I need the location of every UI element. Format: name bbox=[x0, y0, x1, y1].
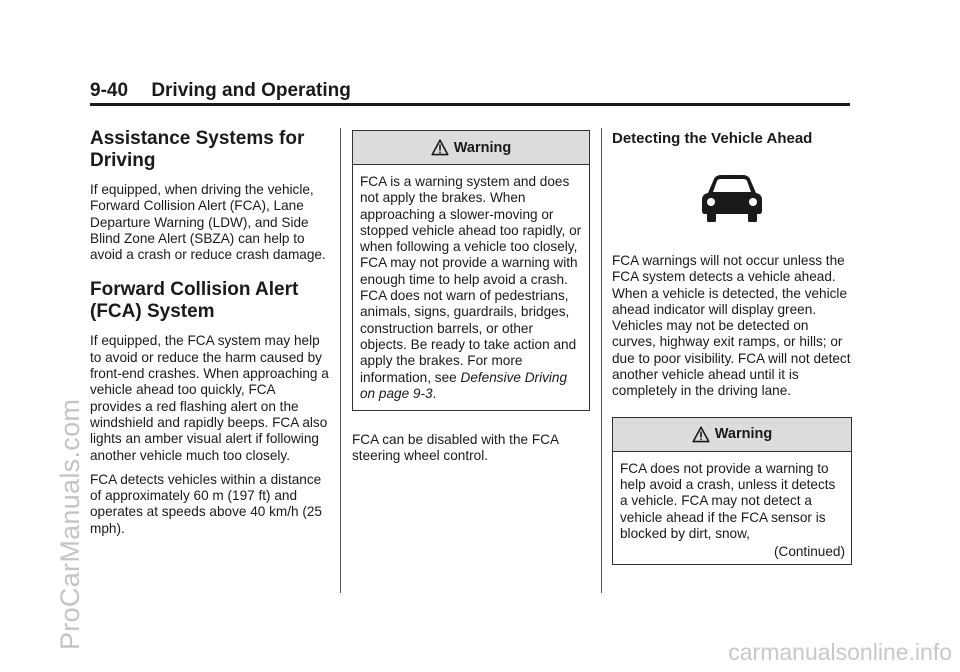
warning-text bbox=[360, 174, 582, 402]
page-header bbox=[90, 80, 351, 102]
warning-body bbox=[353, 165, 589, 410]
paragraph-detecting-vehicle: FCA warnings will not occur unless the FCA system detects a vehicle ahead. When a vehicle is detected, the vehicle ahead indicator will display green. Vehicles may not be detected on curves, highway exit ramps, or hills; or due to poor visibility. FCA will not detect another vehicle ahead until it is completely in the driving lane. bbox=[612, 253, 851, 399]
warning-text-end: . bbox=[432, 385, 437, 401]
paragraph-fca-description: If equipped, the FCA system may help to avoid or reduce the harm caused by front-end crashes. When approaching a vehicle ahead too quickly, FCA provides a red flashing alert on the windshield and rapidly beeps. FCA also lights an amber visual alert if following another vehicle much too closely. bbox=[90, 333, 329, 463]
warning-text: FCA does not provide a warning to help avoid a crash, unless it detects a vehicle. FCA may not detect a vehicle ahead if the FCA sensor is blocked by dirt, snow, bbox=[620, 460, 836, 541]
warning-box-detection bbox=[612, 417, 852, 565]
watermark-bottom: carmanualsonline.info bbox=[728, 639, 952, 665]
warning-title: Warning bbox=[453, 139, 512, 156]
section-title: Driving and Operating bbox=[151, 80, 351, 101]
vehicle-ahead-icon bbox=[700, 173, 764, 223]
warning-icon bbox=[692, 426, 710, 443]
warning-header bbox=[353, 131, 589, 165]
link-defensive-driving[interactable]: Defensive Driving on page 9-3 bbox=[360, 369, 568, 401]
column-left bbox=[90, 128, 330, 545]
warning-body bbox=[613, 452, 851, 542]
column-divider-1 bbox=[340, 128, 341, 593]
warning-icon bbox=[431, 139, 449, 156]
paragraph-assistance-intro: If equipped, when driving the vehicle, Forward Collision Alert (FCA), Lane Departure Warning (LDW), and Side Blind Zone Alert (SBZA) can help to avoid a crash or reduce crash damage. bbox=[90, 182, 326, 263]
heading-fca-system: Forward Collision Alert (FCA) System bbox=[90, 279, 299, 323]
paragraph-fca-range: FCA detects vehicles within a distance of approximately 60 m (197 ft) and operates at speeds above 40 km/h (25 mph). bbox=[90, 471, 322, 536]
page-number: 9-40 bbox=[90, 80, 129, 101]
column-right bbox=[612, 128, 852, 565]
warning-title: Warning bbox=[714, 426, 773, 443]
heading-detecting-vehicle: Detecting the Vehicle Ahead bbox=[612, 130, 813, 147]
header-rule bbox=[90, 103, 850, 106]
continued-label: (Continued) bbox=[773, 544, 845, 560]
paragraph-fca-disable: FCA can be disabled with the FCA steering wheel control. bbox=[352, 432, 559, 464]
warning-header bbox=[613, 418, 851, 452]
watermark-side: ProCarManuals.com bbox=[55, 398, 85, 650]
column-middle bbox=[352, 128, 590, 473]
heading-assistance-systems: Assistance Systems for Driving bbox=[90, 128, 305, 171]
warning-box-fca bbox=[352, 130, 590, 411]
warning-text-main: FCA is a warning system and does not apply the brakes. When approaching a slower-moving or stopped vehicle ahead too rapidly, or when following a vehicle too closely, FCA may not provide a warning with enough time to help avoid a crash. FCA does not warn of pedestrians, animals, signs, guardrails, bridges, construction barrels, or other objects. Be ready to take action and apply the brakes. For more information, see bbox=[360, 174, 582, 385]
column-divider-2 bbox=[601, 128, 602, 593]
